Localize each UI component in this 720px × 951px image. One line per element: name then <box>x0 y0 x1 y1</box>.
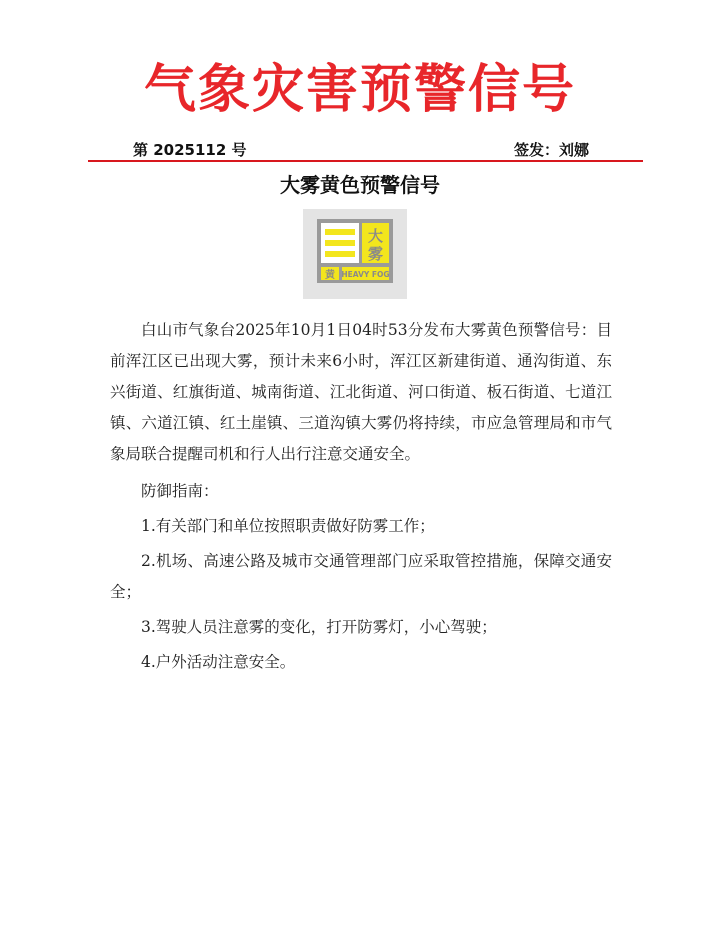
guide-item: 4.户外活动注意安全。 <box>141 653 296 671</box>
document-header-title: 气象灾害预警信号 <box>143 60 576 120</box>
signal-title: 大雾黄色预警信号 <box>280 173 440 197</box>
badge-color-label: 黄 <box>325 270 335 281</box>
badge-char-top: 大 <box>367 227 384 245</box>
document-number: 第 2025112 号 <box>133 141 247 159</box>
header-divider <box>88 160 643 162</box>
badge-char-bottom: 雾 <box>367 245 384 263</box>
fog-line-bottom <box>325 251 355 257</box>
guide-item: 1.有关部门和单位按照职责做好防雾工作； <box>141 517 435 535</box>
guide-item: 2.机场、高速公路及城市交通管理部门应采取管控措施，保障交通安全； <box>110 552 612 601</box>
document-issuer: 签发：刘娜 <box>513 141 589 159</box>
badge-english-label: HEAVY FOG <box>341 270 390 279</box>
warning-paragraph: 白山市气象台2025年10月1日04时53分发布大雾黄色预警信号：目前浑江区已出现大雾，预计未来6小时，浑江区新建街道、通沟街道、东兴街道、红旗街道、城南街道、江北街道、河口街道、板石街道、七道江镇、六道江镇、红土崖镇、三道沟镇大雾仍将持续，市应急管理局和市气象局联合提醒司机和行人出行注意交通安全。 <box>110 321 612 463</box>
heavy-fog-badge-graphic <box>303 209 407 299</box>
fog-line-top <box>325 229 355 235</box>
fog-line-middle <box>325 240 355 246</box>
guide-item: 3.驾驶人员注意雾的变化，打开防雾灯，小心驾驶； <box>141 618 497 636</box>
guide-heading: 防御指南： <box>141 482 219 500</box>
heavy-fog-yellow-warning-icon <box>303 209 407 299</box>
document-body <box>110 315 612 682</box>
